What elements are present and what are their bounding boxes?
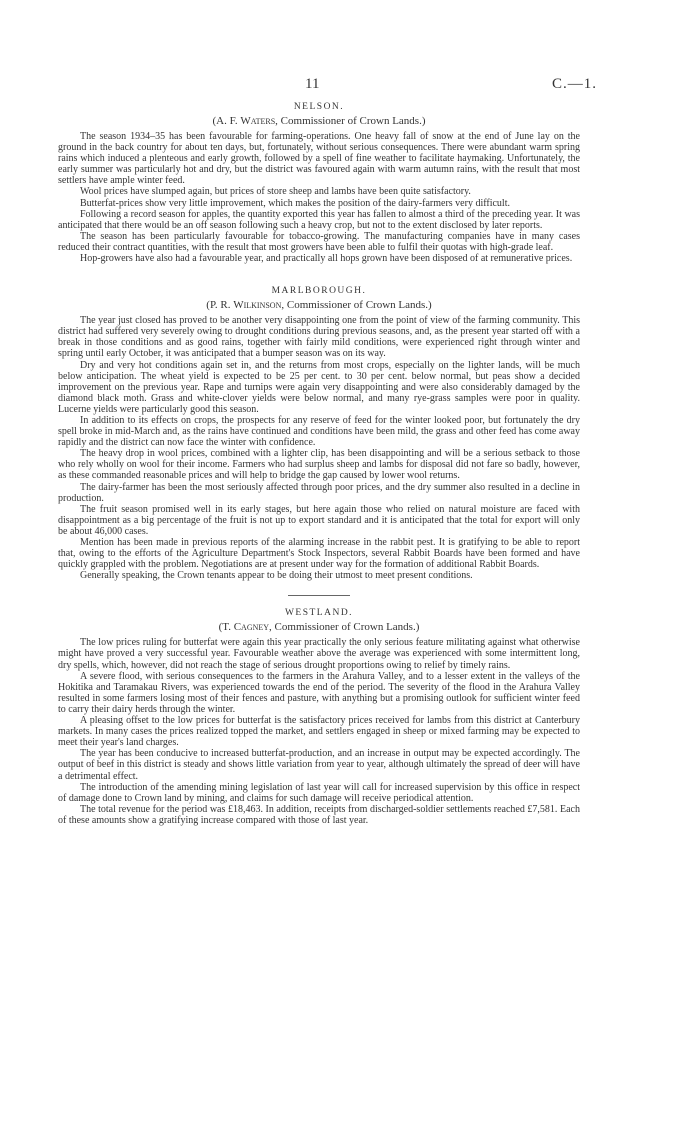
paragraph: Generally speaking, the Crown tenants appear to be doing their utmost to meet present conditions. [80,570,473,582]
paragraph: Dry and very hot conditions again set in, and the returns from most crops, especially on the lighter lands, will be much below anticipation. The wheat yield is expected to be 25 per cent. to 30 per cent. below normal, but peas show a decided improvement on the previous year. Rape and turnips were again very disappointing and were also considerably damaged by the diamond black moth. Grass and white-clover yields were below normal, and many rye-grass samples were poor in quality. Lucerne yields were particularly good this season. [58,359,580,415]
page-header [0,76,700,96]
paragraph: Mention has been made in previous reports of the alarming increase in the rabbit pest. It is gratifying to be able to report that, owing to the efforts of the Agriculture Department's Stock Inspectors, several Rabbit Boards have been formed and have quickly grappled with the problem. Negotiations are at present under way for the formation of additional Rabbit Boards. [58,537,580,571]
paragraph: In addition to its effects on crops, the prospects for any reserve of feed for the winter looked poor, but fortunately the dry spell broke in mid-March and, as the rains have continued and conditions have been mild, the grass and other feed has come away rapidly and the district can now face the winter with confidence. [58,414,580,449]
paragraph: A severe flood, with serious consequences to the farmers in the Arahura Valley, and to a lesser extent in the valleys of the Hokitika and Taramakau Rivers, was experienced towards the end of the period. The severity of the flood in the Arahura Valley resulted in some farmers losing most of their fences and pasture, with anything but a promising outlook for sufficient winter feed to carry their dairy herds through the winter. [58,670,580,715]
paragraph: The dairy-farmer has been the most seriously affected through poor prices, and the dry summer also resulted in a decline in production. [58,481,580,504]
paragraph: The total revenue for the period was £18,463. In addition, receipts from discharged-soldier settlements reached £7,581. Each of these amounts show a gratifying increase compared with those of last year. [58,803,580,826]
paragraph: The low prices ruling for butterfat were again this year practically the only serious feature militating against what otherwise might have proved a very successful year. Favourable weather above the average was experienced with some intermittent long, dry spells, which, however, did not reach the stage of serious drought proportions owing to relief by timely rains. [58,637,580,671]
section-heading: WESTLAND. [284,608,354,619]
commissioner-surname: Wilkinson [233,299,282,312]
commissioner-title: , Commissioner of Crown Lands.) [275,115,426,127]
section-nelson [58,100,580,264]
commissioner-surname: Waters [240,115,276,127]
paragraph: Butterfat-prices show very little improvement, which makes the position of the dairy-farmers very difficult. [80,197,510,209]
section-heading: NELSON. [293,102,345,112]
page-number: 11 [305,76,320,92]
section-marlborough [58,284,580,581]
document-reference: C.—1. [551,76,597,92]
section-heading: MARLBOROUGH. [271,286,367,297]
commissioner-initials: (A. F. [212,115,238,127]
commissioner-line [58,620,580,635]
commissioner-surname: Cagney [233,621,270,634]
section-westland [58,606,580,826]
paragraph: A pleasing offset to the low prices for butterfat is the satisfactory prices received for lambs from this district at Canterbury markets. In many cases the prices realized topped the market, and settlers engaged in sheep or mixed farming may be expected to meet their year's land charges. [58,715,580,749]
commissioner-initials: (T. [218,621,231,634]
commissioner-line [58,298,580,313]
paragraph: The introduction of the amending mining legislation of last year will call for increased supervision by this office in respect of damage done to Crown land by mining, and claims for such damage will receive periodical attention. [58,781,580,804]
section-divider [288,595,350,596]
commissioner-title: , Commissioner of Crown Lands.) [281,299,432,312]
commissioner-initials: (P. R. [206,299,231,312]
commissioner-line [58,114,580,129]
paragraph: Following a record season for apples, the quantity exported this year has fallen to almost a third of the preceding year. It was anticipated that there would be an off season following such a heavy crop, but not to the extent disclosed by later reports. [58,208,580,231]
paragraph: The season has been particularly favourable for tobacco-growing. The manufacturing companies have in many cases reduced their contract quantities, with the result that most growers have been able to fulfil their quotas with high-grade leaf. [58,230,580,253]
paragraph: The year just closed has proved to be another very disappointing one from the point of view of the farming community. This district had suffered very severely owing to drought conditions during previous seasons, and, as the present year started off with a break in those conditions and as good rains, together with fairly mild conditions, were experienced right through winter and spring until early October, it was anticipated that a bumper season was on its way. [58,315,580,360]
paragraph: The heavy drop in wool prices, combined with a lighter clip, has been disappointing and will be a serious setback to those who rely wholly on wool for their income. Farmers who had surplus sheep and lambs for disposal did not fare so badly, however, as these commanded reasonable prices and will help to bridge the gap caused by lower wool returns. [58,448,580,482]
commissioner-title: , Commissioner of Crown Lands.) [269,621,420,634]
paragraph: Hop-growers have also had a favourable year, and practically all hops grown have been disposed of at remunerative prices. [80,253,573,265]
paragraph: The year has been conducive to increased butterfat-production, and an increase in output may be expected accordingly. The output of beef in this district is steady and shows little variation from year to year, although ultimately the spread of deer will have a detrimental effect. [58,748,580,782]
paragraph: Wool prices have slumped again, but prices of store sheep and lambs have been quite satisfactory. [80,186,471,198]
paragraph: The season 1934–35 has been favourable for farming-operations. One heavy fall of snow at the end of June lay on the ground in the back country for about ten days, but, fortunately, without serious consequences. There were abundant warm spring rains which induced a plenteous and early growth, followed by a spell of fine weather to facilitate haymaking. Unfortunately, the early summer was particularly hot and dry, but the district was favoured again with warm autumn rains, with the result that most settlers have ample winter feed. [58,131,580,187]
page-body [58,100,580,826]
paragraph: The fruit season promised well in its early stages, but here again those who relied on natural moisture are faced with disappointment as a big percentage of the fruit is not up to export standard and it is anticipated that the total for export will only be about 46,000 cases. [58,503,580,537]
